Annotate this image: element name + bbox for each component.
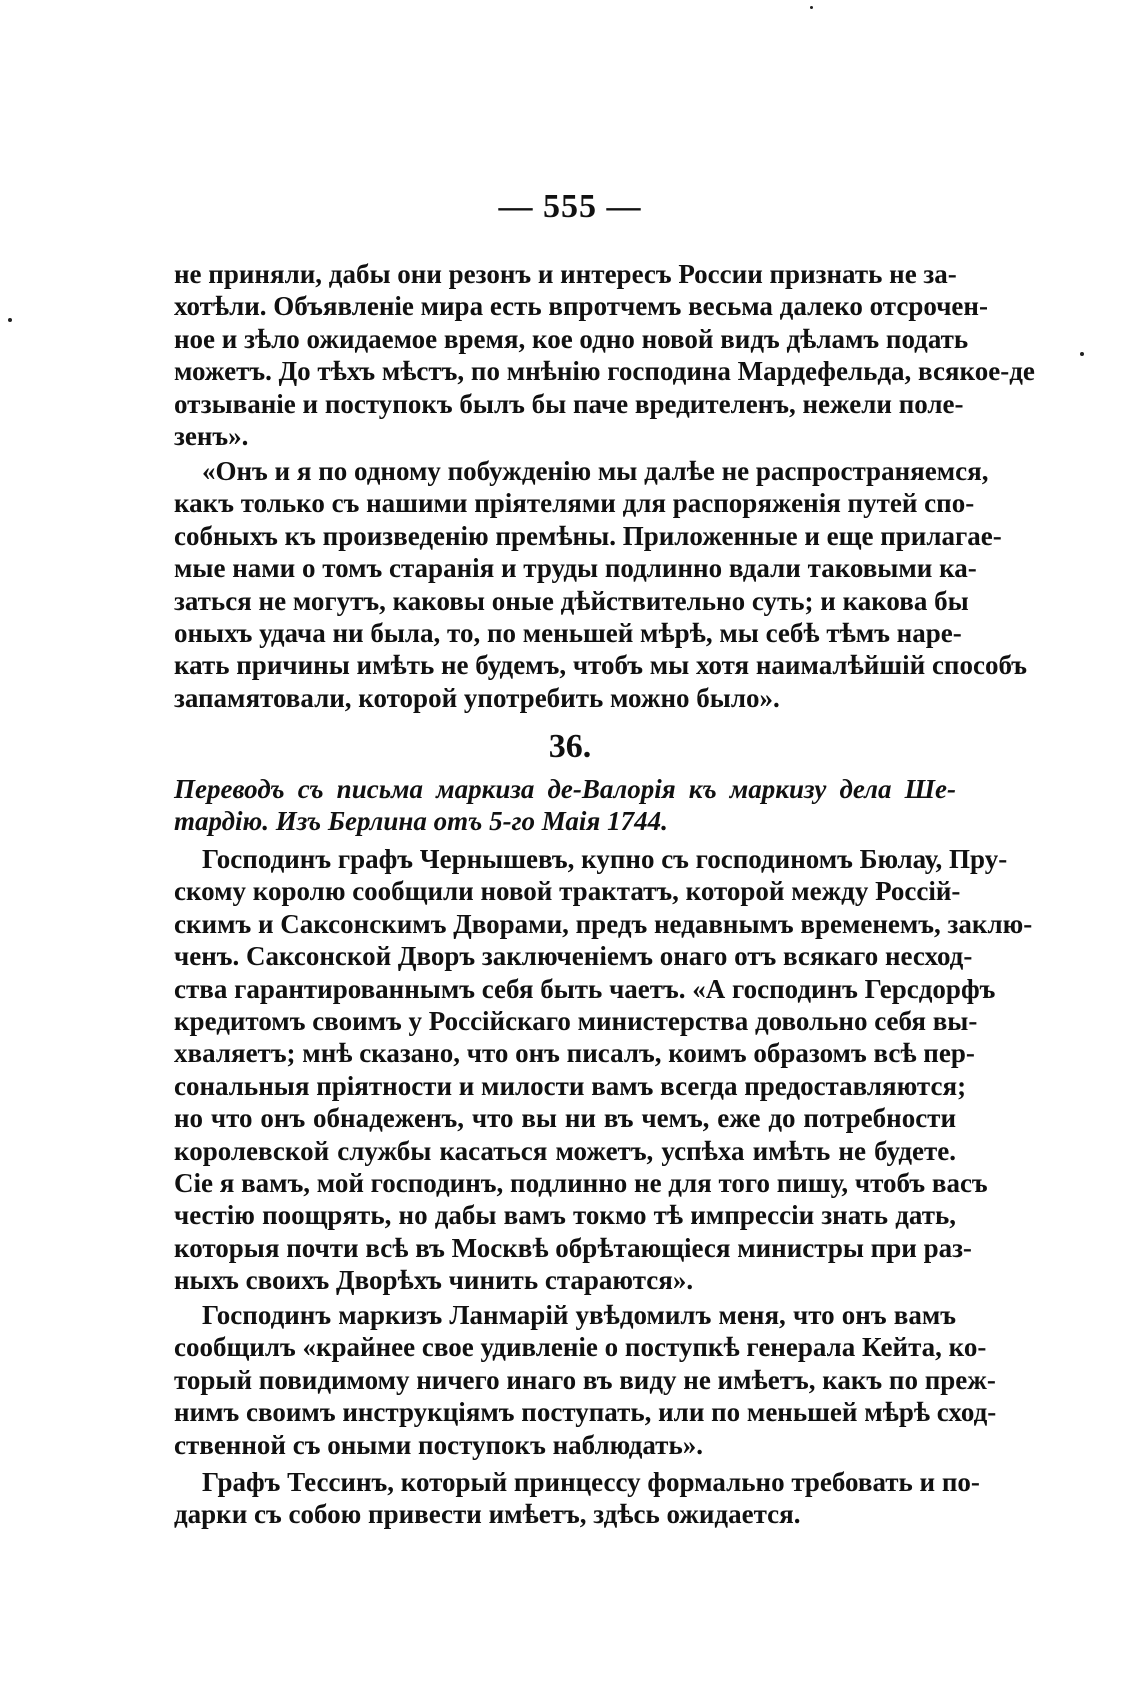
text-line: отзыванiе и поступокъ былъ бы паче вредителенъ, нежели поле- — [174, 388, 964, 419]
paragraph-4 — [174, 1299, 997, 1461]
section-number: 36. — [548, 728, 592, 765]
text-line: сообщилъ «крайнее свое удивленiе о поступкѣ генерала Кейта, ко- — [174, 1332, 987, 1363]
text-line: кать причины имѣть не будемъ, чтобъ мы хотя наималѣйшiй способъ — [174, 650, 1028, 681]
text-line: ственной съ оными поступокъ наблюдать». — [174, 1429, 703, 1460]
text-line: нимъ своимъ инструкцiямъ поступать, или по меньшей мѣрѣ сход- — [174, 1397, 997, 1428]
text-line: но что онъ обнадеженъ, что вы ни въ чемъ, еже до потребности — [174, 1103, 956, 1134]
print-speck-mark — [810, 6, 813, 9]
heading-line: тардiю. Изъ Берлина отъ 5-го Маiя 1744. — [174, 806, 668, 837]
text-line: хваляетъ; мнѣ сказано, что онъ писалъ, коимъ образомъ всѣ пер- — [174, 1038, 975, 1069]
print-speck-mark — [8, 318, 12, 322]
text-line: Господинъ графъ Чернышевъ, купно съ господиномъ Бюлау, Пру- — [202, 844, 1008, 874]
text-line: запамятовали, которой употребить можно было». — [174, 682, 780, 713]
text-line: «Онъ и я по одному побужденiю мы далѣе не распространяемся, — [202, 456, 989, 486]
paragraph-1 — [174, 258, 1035, 452]
text-line: торый повидимому ничего инаго въ виду не имѣетъ, какъ по преж- — [174, 1364, 996, 1395]
text-line: Сiе я вамъ, мой господинъ, подлинно не для того пишу, чтобъ васъ — [174, 1167, 988, 1198]
text-line: мые нами о томъ старанiя и труды подлинно вдали таковыми ка- — [174, 553, 977, 584]
heading-line: Переводъ съ письма маркиза де-Валорiя къ маркизу дела Ше- — [174, 774, 956, 804]
text-line: оныхъ удача ни была, то, по меньшей мѣрѣ, мы себѣ тѣмъ наре- — [174, 617, 962, 648]
paragraph-5 — [174, 1466, 980, 1531]
text-line: можетъ. До тѣхъ мѣстъ, по мнѣнiю господина Мардефельда, всякое-де — [174, 356, 1035, 387]
text-line: скому королю сообщили новой трактатъ, которой между Россiй- — [174, 876, 961, 907]
text-line: ства гарантированнымъ себя быть чаетъ. «А господинъ Герсдорфъ — [174, 973, 996, 1004]
text-line: королевской службы касаться можетъ, успѣха имѣть не будете. — [174, 1135, 956, 1166]
text-line: которыя почти всѣ въ Москвѣ обрѣтающiеся министры при раз- — [174, 1232, 972, 1263]
section-heading — [174, 773, 956, 838]
page-number: — 555 — — [498, 188, 642, 225]
text-line: кредитомъ своимъ у Россiйскаго министерства довольно себя вы- — [174, 1005, 978, 1036]
text-line: заться не могутъ, каковы оные дѣйствительно суть; и какова бы — [174, 585, 969, 616]
text-line: сональныя прiятности и милости вамъ всегда предоставляются; — [174, 1070, 967, 1101]
text-line: не приняли, дабы они резонъ и интересъ России признать не за- — [174, 259, 957, 289]
text-line: ныхъ своихъ Дворѣхъ чинить стараются». — [174, 1265, 694, 1296]
text-line: зенъ». — [174, 420, 249, 451]
paragraph-3 — [174, 843, 1033, 1296]
text-line: ное и зѣло ожидаемое время, кое одно новой видъ дѣламъ подать — [174, 323, 969, 354]
text-line: хотѣли. Объявленiе мира есть впротчемъ весьма далеко отсрочен- — [174, 291, 988, 322]
text-line: какъ только съ нашими прiятелями для распоряженiя путей спо- — [174, 488, 975, 519]
text-line: собныхъ къ произведенiю премѣны. Приложенные и еще прилагае- — [174, 520, 1002, 551]
text-line: Господинъ маркизъ Ланмарiй увѣдомилъ меня, что онъ вамъ — [202, 1300, 956, 1330]
print-speck-mark — [1080, 352, 1084, 356]
paragraph-2 — [174, 455, 1028, 714]
text-line: ченъ. Саксонской Дворъ заключенiемъ онаго отъ всякаго несход- — [174, 941, 973, 972]
text-line: дарки съ собою привести имѣетъ, здѣсь ожидается. — [174, 1499, 801, 1530]
text-line: честiю поощрять, но дабы вамъ токмо тѣ импрессiи знать дать, — [174, 1200, 956, 1231]
text-line: Графъ Тессинъ, который принцессу формально требовать и по- — [202, 1467, 980, 1497]
text-line: скимъ и Саксонскимъ Дворами, предъ недавнымъ временемъ, заклю- — [174, 908, 1033, 939]
